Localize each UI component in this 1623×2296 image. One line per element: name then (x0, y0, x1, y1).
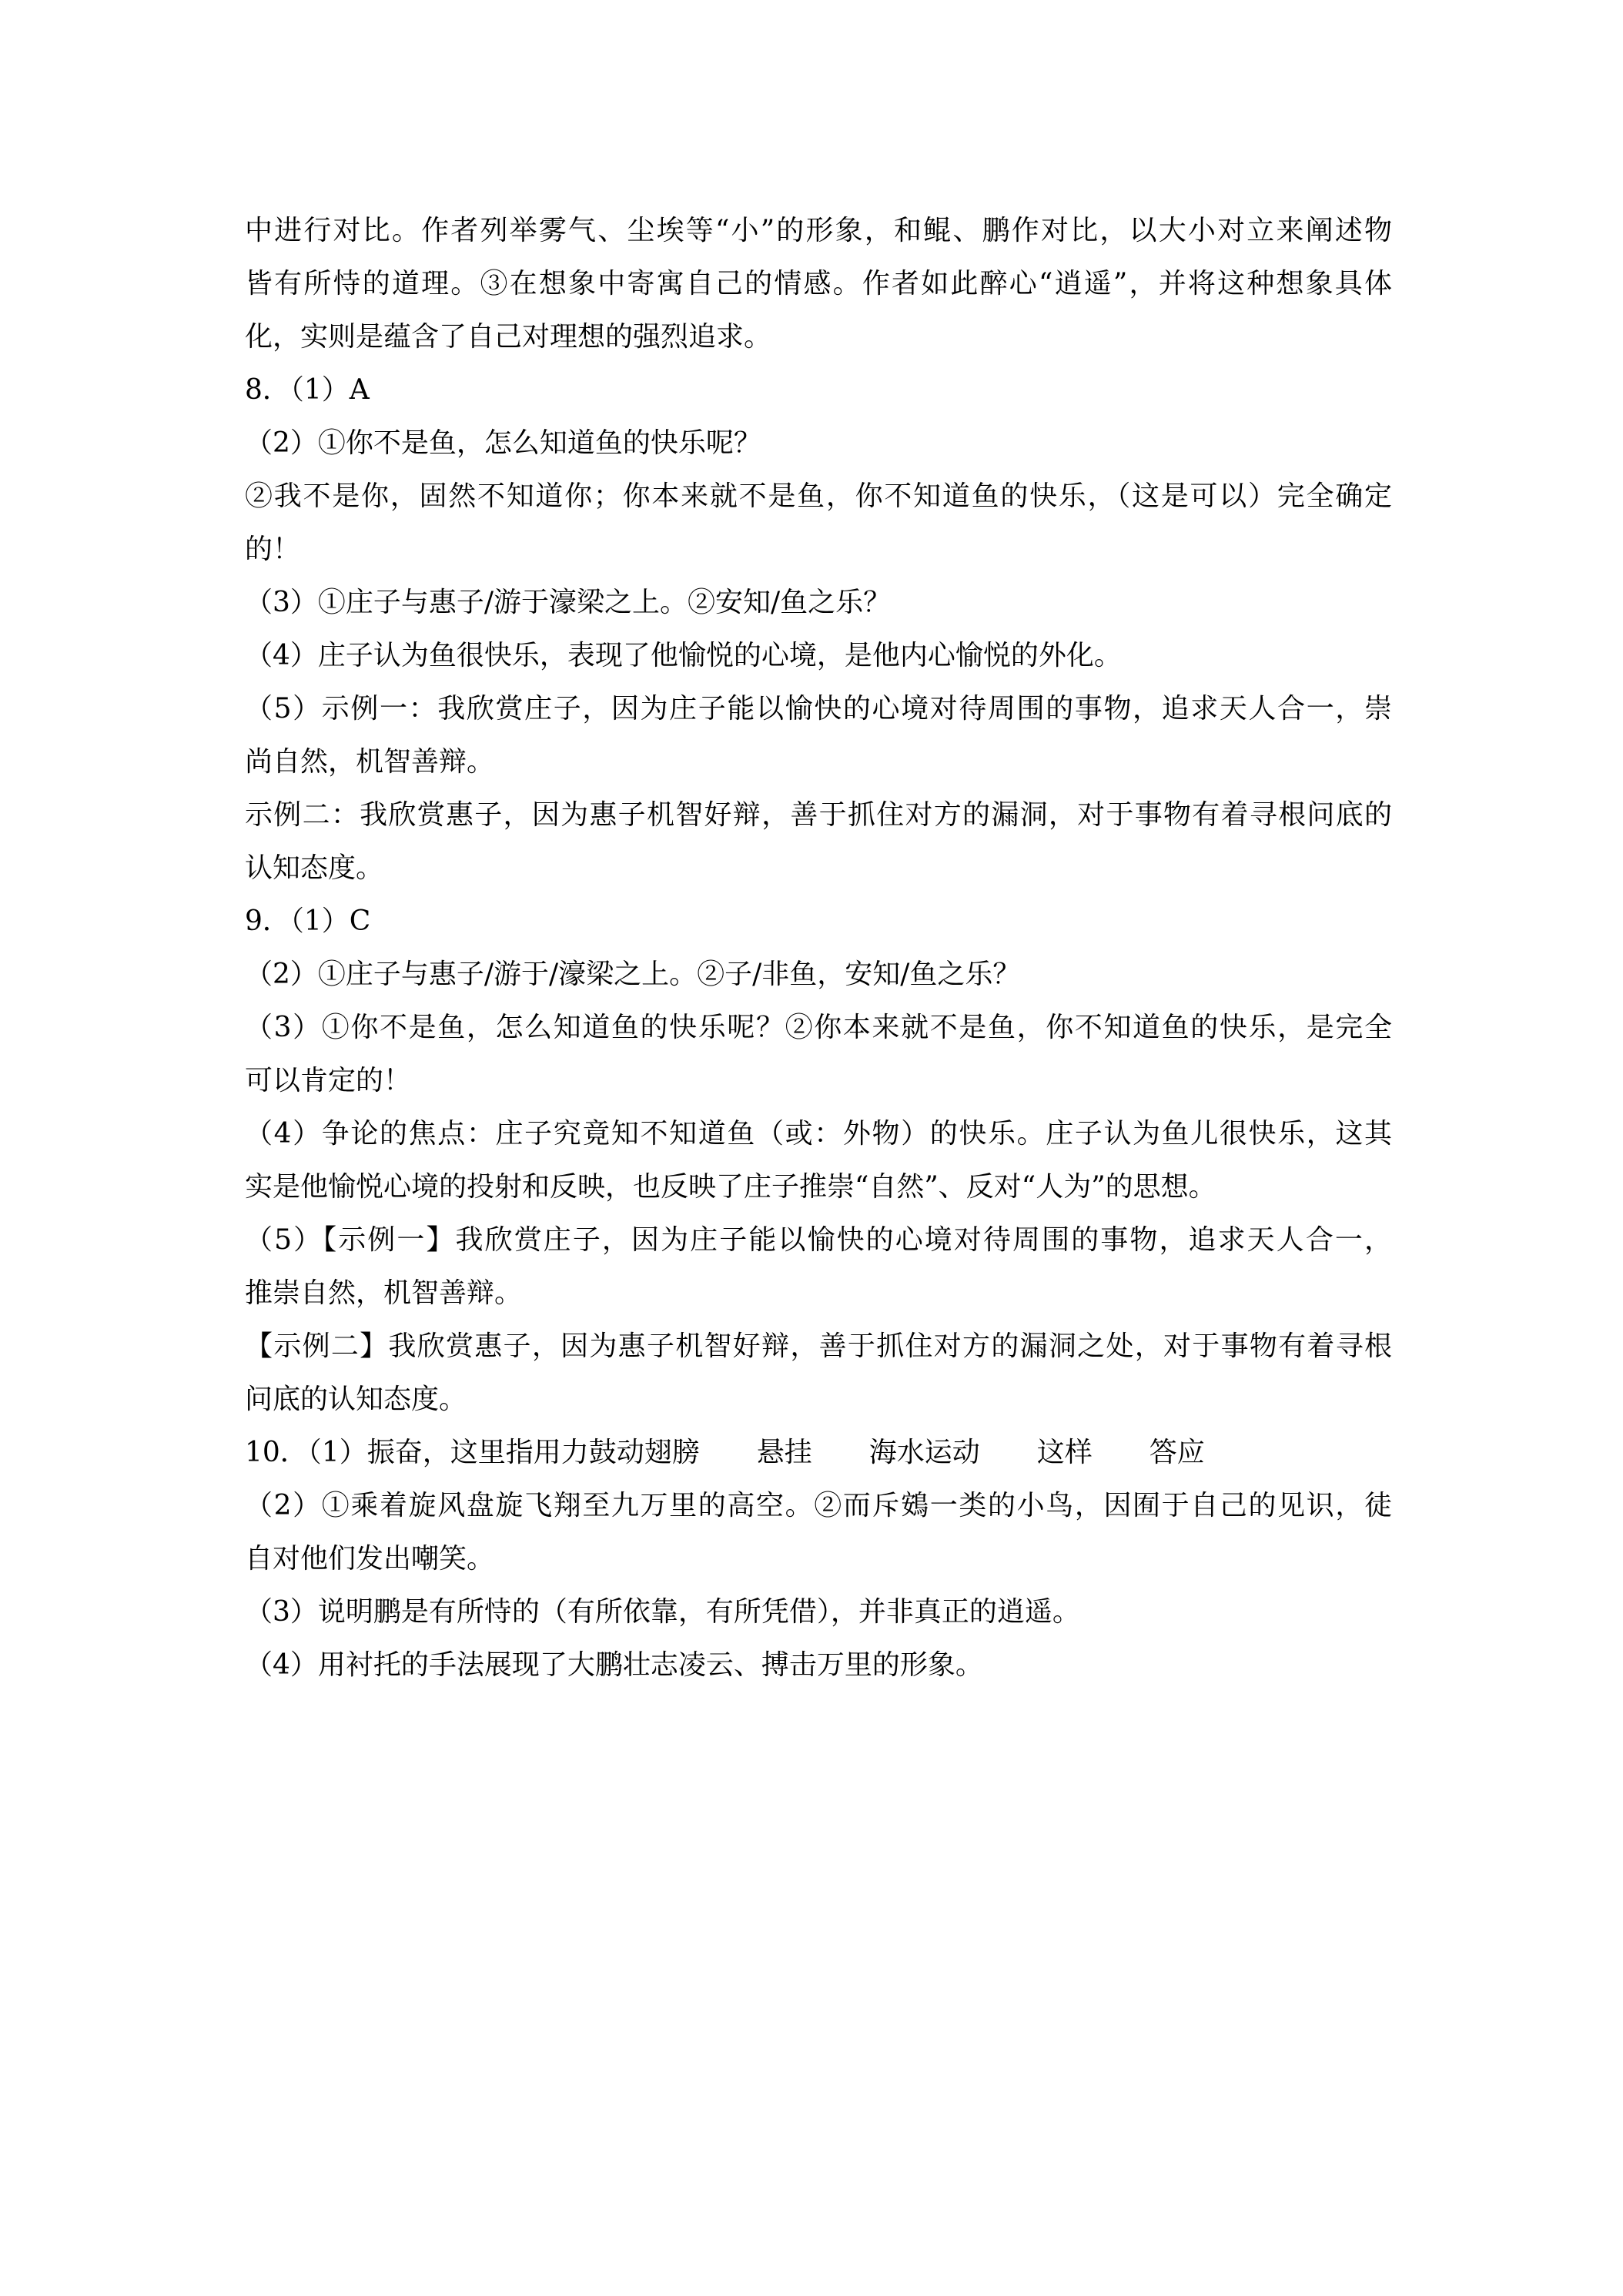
text-line: 实是他愉悦心境的投射和反映，也反映了庄子推崇“自然”、反对“人为”的思想。 (245, 1171, 1216, 1203)
text-line: 可以肯定的！ (245, 1065, 412, 1096)
text-line: ②我不是你，固然不知道你；你本来就不是鱼，你不知道鱼的快乐，（这是可以）完全确定 (245, 480, 1392, 512)
text-line: 自对他们发出嘲笑。 (245, 1543, 495, 1575)
text-line: （2）①乘着旋风盘旋飞翔至九万里的高空。②而斥鴳一类的小鸟，因囿于自己的见识，徒 (245, 1490, 1392, 1521)
q10-answer-1: 10．（1）振奋，这里指用力鼓动翅膀 (245, 1437, 700, 1468)
text-line: 示例二：我欣赏惠子，因为惠子机智好辩，善于抓住对方的漏洞，对于事物有着寻根问底的 (245, 799, 1392, 831)
question-10-row (245, 1426, 1392, 1479)
q10-answer-3: 海水运动 (868, 1437, 980, 1468)
text-line: 【示例二】我欣赏惠子，因为惠子机智好辩，善于抓住对方的漏洞之处，对于事物有着寻根 (245, 1330, 1392, 1362)
q10-answer-5: 答应 (1149, 1437, 1205, 1468)
text-line: 推崇自然，机智善辩。 (245, 1277, 523, 1309)
text-line: （3）说明鹏是有所恃的（有所依靠，有所凭借），并非真正的逍遥。 (245, 1596, 1080, 1628)
text-line: 问底的认知态度。 (245, 1384, 467, 1415)
text-line: 化，实则是蕴含了自己对理想的强烈追求。 (245, 321, 772, 353)
text-line: （4）庄子认为鱼很快乐，表现了他愉悦的心境，是他内心愉悦的外化。 (245, 640, 1122, 671)
question-9-heading: 9．（1）C (245, 905, 371, 937)
q10-answer-2: 悬挂 (756, 1437, 812, 1468)
question-8-heading: 8．（1）A (245, 374, 370, 406)
text-line: （5）【示例一】我欣赏庄子，因为庄子能以愉快的心境对待周围的事物，追求天人合一， (245, 1224, 1392, 1256)
text-line: 中进行对比。作者列举雾气、尘埃等“小”的形象，和鲲、鹏作对比，以大小对立来阐述物 (245, 215, 1392, 246)
text-line: （3）①庄子与惠子/游于濠梁之上。②安知/鱼之乐？ (245, 587, 892, 618)
text-line: （4）争论的焦点：庄子究竟知不知道鱼（或：外物）的快乐。庄子认为鱼儿很快乐，这其 (245, 1118, 1392, 1150)
answer-text-block (245, 204, 1392, 1692)
text-line: 尚自然，机智善辩。 (245, 746, 495, 778)
text-line: （2）①你不是鱼，怎么知道鱼的快乐呢？ (245, 427, 761, 459)
text-line: 认知态度。 (245, 852, 384, 884)
text-line: （5）示例一：我欣赏庄子，因为庄子能以愉快的心境对待周围的事物，追求天人合一，崇 (245, 693, 1392, 725)
text-line: （2）①庄子与惠子/游于/濠梁之上。②子/非鱼，安知/鱼之乐？ (245, 959, 1021, 990)
text-line: （4）用衬托的手法展现了大鹏壮志凌云、搏击万里的形象。 (245, 1649, 983, 1681)
text-line: 的！ (245, 534, 301, 565)
q10-answer-4: 这样 (1036, 1437, 1093, 1468)
text-line: （3）①你不是鱼，怎么知道鱼的快乐呢？②你本来就不是鱼，你不知道鱼的快乐，是完全 (245, 1012, 1392, 1043)
text-line: 皆有所恃的道理。③在想象中寄寓自己的情感。作者如此醉心“逍遥”，并将这种想象具体 (245, 268, 1392, 300)
